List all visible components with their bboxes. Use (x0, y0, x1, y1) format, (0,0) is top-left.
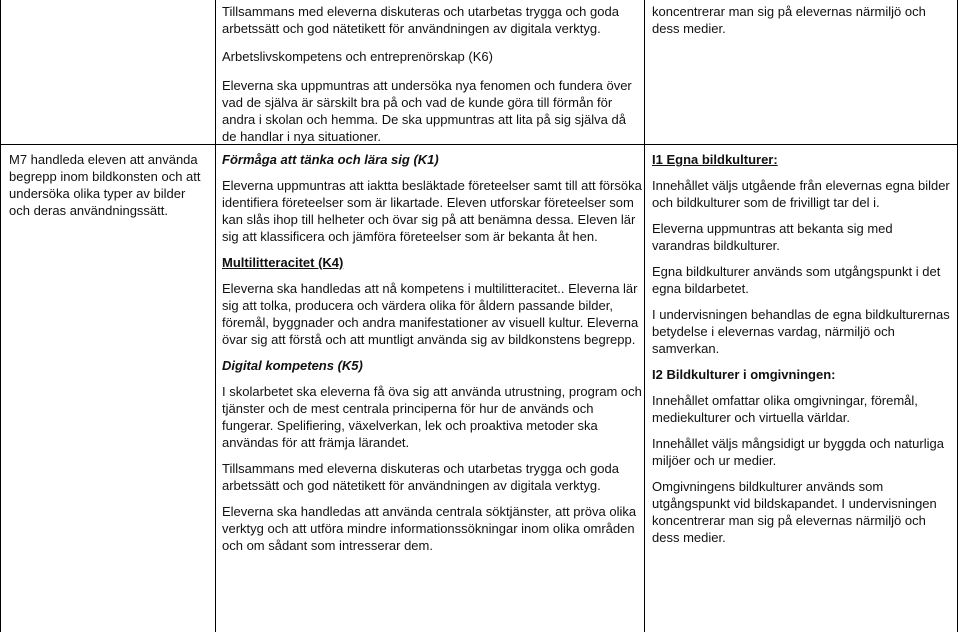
row1-right-paragraph-1: koncentrerar man sig på elevernas närmiljö och dess medier. (652, 4, 926, 36)
k4-paragraph-1: Eleverna ska handledas att nå kompetens i multilitteracitet.. Eleverna lär sig att tolka, producera och värdera olika för åldern passande bilder, föremål, byggnader och andra manifestationer av visuell kultur. Eleverna övar sig att förstå och att muntligt använda sig av bildkonstens begrepp. (222, 281, 639, 347)
heading-k6: Arbetslivskompetens och entreprenörskap (K6) (222, 49, 493, 64)
i1-paragraph-4: I undervisningen behandlas de egna bildkulturernas betydelse i elevernas vardag, närmiljö och samverkan. (652, 307, 950, 356)
heading-k5: Digital kompetens (K5) (222, 358, 363, 373)
table-divider-col1 (215, 0, 216, 632)
heading-i2: I2 Bildkulturer i omgivningen: (652, 367, 836, 382)
row1-right-cell (652, 3, 952, 37)
table-border-left (0, 0, 1, 632)
i1-paragraph-3: Egna bildkulturer används som utgångspunkt i det egna bildarbetet. (652, 264, 941, 296)
i2-paragraph-2: Innehållet väljs mångsidigt ur byggda och naturliga miljöer och ur medier. (652, 436, 944, 468)
k5-paragraph-3: Eleverna ska handledas att använda centrala söktjänster, att pröva olika verktyg och att utföra mindre informationssökningar inom olika områden och om sådant som intresserar dem. (222, 504, 637, 553)
k5-paragraph-1: I skolarbetet ska eleverna få öva sig att använda utrustning, program och tjänster och de mest centrala principerna för hur de används och fungerar. Spelifiering, växelverkan, lek och proaktiva metoder ska användas för att främja lärandet. (222, 384, 642, 450)
heading-k1: Förmåga att tänka och lära sig (K1) (222, 152, 439, 167)
table-divider-col2 (644, 0, 645, 632)
i1-paragraph-2: Eleverna uppmuntras att bekanta sig med varandras bildkulturer. (652, 221, 893, 253)
row1-middle-cell (222, 3, 642, 145)
row1-mid-paragraph-2: Eleverna ska uppmuntras att undersöka nya fenomen och fundera över vad de själva är särskilt bra på och vad de kunde göra till förmån för andra i skolan och hemma. De ska uppmuntras att lita på sig själva då de handlar i nya situationer. (222, 78, 632, 144)
row2-left-cell (9, 151, 209, 219)
row2-right-cell (652, 151, 952, 546)
i2-paragraph-3: Omgivningens bildkulturer används som utgångspunkt vid bildskapandet. I undervisningen koncentrerar man sig på elevernas närmiljö och dess medier. (652, 479, 937, 545)
k5-paragraph-2: Tillsammans med eleverna diskuteras och utarbetas trygga och goda arbetssätt och god nätetikett för användningen av digitala verktyg. (222, 461, 619, 493)
table-border-right (957, 0, 958, 632)
objective-m7: M7 handleda eleven att använda begrepp inom bildkonsten och att undersöka olika typer av bilder och deras användningssätt. (9, 152, 201, 218)
k1-paragraph-1: Eleverna uppmuntras att iaktta besläktade företeelser samt till att försöka identifiera företeelser som är likartade. Eleven utforskar företeelser som kan slås ihop till helheter och övar sig på att benämna dessa. Eleven lär sig att klassificera och jämföra företeelser som är bekanta åt hen. (222, 178, 642, 244)
i1-paragraph-1: Innehållet väljs utgående från elevernas egna bilder och bildkulturer som de frivilligt tar del i. (652, 178, 950, 210)
row1-mid-paragraph-1: Tillsammans med eleverna diskuteras och utarbetas trygga och goda arbetssätt och god nätetikett för användningen av digitala verktyg. (222, 4, 619, 36)
heading-i1: I1 Egna bildkulturer: (652, 152, 778, 167)
i2-paragraph-1: Innehållet omfattar olika omgivningar, föremål, mediekulturer och virtuella världar. (652, 393, 918, 425)
heading-k4: Multilitteracitet (K4) (222, 255, 344, 270)
row2-middle-cell (222, 151, 642, 554)
